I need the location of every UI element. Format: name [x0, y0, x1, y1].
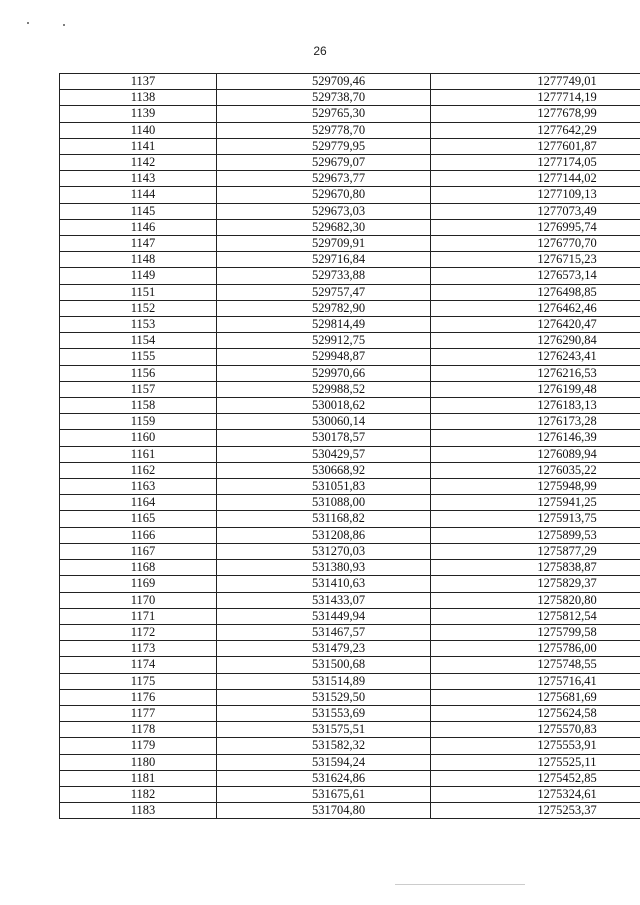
point-number-cell: 1143: [60, 171, 217, 187]
table-row: [60, 495, 640, 511]
x-coordinate-cell: 531270,03: [217, 543, 431, 559]
y-coordinate-cell: 1276089,94: [431, 446, 640, 462]
table-row: [60, 689, 640, 705]
x-coordinate-cell: 529738,70: [217, 90, 431, 106]
y-coordinate-cell: 1275838,87: [431, 560, 640, 576]
table-row: [60, 462, 640, 478]
y-coordinate-cell: 1277144,02: [431, 171, 640, 187]
point-number-cell: 1161: [60, 446, 217, 462]
x-coordinate-cell: 531675,61: [217, 786, 431, 802]
point-number-cell: 1165: [60, 511, 217, 527]
x-coordinate-cell: 531529,50: [217, 689, 431, 705]
table-row: [60, 365, 640, 381]
point-number-cell: 1162: [60, 462, 217, 478]
table-row: [60, 187, 640, 203]
y-coordinate-cell: 1276216,53: [431, 365, 640, 381]
table-row: [60, 252, 640, 268]
x-coordinate-cell: 531051,83: [217, 479, 431, 495]
x-coordinate-cell: 529988,52: [217, 381, 431, 397]
x-coordinate-cell: 531433,07: [217, 592, 431, 608]
point-number-cell: 1147: [60, 236, 217, 252]
table-row: [60, 803, 640, 819]
table-row: [60, 414, 640, 430]
y-coordinate-cell: 1277174,05: [431, 155, 640, 171]
table-row: [60, 122, 640, 138]
y-coordinate-cell: 1277678,99: [431, 106, 640, 122]
x-coordinate-cell: 531410,63: [217, 576, 431, 592]
table-row: [60, 236, 640, 252]
point-number-cell: 1154: [60, 333, 217, 349]
y-coordinate-cell: 1276183,13: [431, 398, 640, 414]
y-coordinate-cell: 1275525,11: [431, 754, 640, 770]
scan-speck: [27, 22, 29, 24]
x-coordinate-cell: 531514,89: [217, 673, 431, 689]
point-number-cell: 1140: [60, 122, 217, 138]
x-coordinate-cell: 529670,80: [217, 187, 431, 203]
y-coordinate-cell: 1275941,25: [431, 495, 640, 511]
x-coordinate-cell: 529814,49: [217, 317, 431, 333]
scan-line: [395, 884, 525, 885]
table-row: [60, 754, 640, 770]
table-row: [60, 74, 640, 90]
table-row: [60, 641, 640, 657]
point-number-cell: 1174: [60, 657, 217, 673]
table-row: [60, 705, 640, 721]
x-coordinate-cell: 529673,03: [217, 203, 431, 219]
table-row: [60, 300, 640, 316]
x-coordinate-cell: 531553,69: [217, 705, 431, 721]
x-coordinate-cell: 529778,70: [217, 122, 431, 138]
x-coordinate-cell: 531704,80: [217, 803, 431, 819]
x-coordinate-cell: 531380,93: [217, 560, 431, 576]
y-coordinate-cell: 1275829,37: [431, 576, 640, 592]
point-number-cell: 1166: [60, 527, 217, 543]
y-coordinate-cell: 1276199,48: [431, 381, 640, 397]
point-number-cell: 1171: [60, 608, 217, 624]
x-coordinate-cell: 529673,77: [217, 171, 431, 187]
point-number-cell: 1164: [60, 495, 217, 511]
y-coordinate-cell: 1275820,80: [431, 592, 640, 608]
table-row: [60, 543, 640, 559]
point-number-cell: 1172: [60, 624, 217, 640]
y-coordinate-cell: 1277642,29: [431, 122, 640, 138]
y-coordinate-cell: 1277601,87: [431, 138, 640, 154]
point-number-cell: 1137: [60, 74, 217, 90]
coordinates-table-body: [60, 74, 640, 819]
x-coordinate-cell: 530668,92: [217, 462, 431, 478]
y-coordinate-cell: 1275812,54: [431, 608, 640, 624]
table-row: [60, 349, 640, 365]
y-coordinate-cell: 1275324,61: [431, 786, 640, 802]
scan-speck: [63, 24, 65, 26]
x-coordinate-cell: 531088,00: [217, 495, 431, 511]
table-row: [60, 608, 640, 624]
table-row: [60, 722, 640, 738]
y-coordinate-cell: 1275570,83: [431, 722, 640, 738]
point-number-cell: 1183: [60, 803, 217, 819]
point-number-cell: 1146: [60, 219, 217, 235]
table-row: [60, 398, 640, 414]
table-row: [60, 446, 640, 462]
x-coordinate-cell: 529765,30: [217, 106, 431, 122]
x-coordinate-cell: 530018,62: [217, 398, 431, 414]
y-coordinate-cell: 1275799,58: [431, 624, 640, 640]
x-coordinate-cell: 529970,66: [217, 365, 431, 381]
y-coordinate-cell: 1275452,85: [431, 770, 640, 786]
y-coordinate-cell: 1275553,91: [431, 738, 640, 754]
point-number-cell: 1138: [60, 90, 217, 106]
x-coordinate-cell: 529682,30: [217, 219, 431, 235]
y-coordinate-cell: 1276715,23: [431, 252, 640, 268]
point-number-cell: 1149: [60, 268, 217, 284]
y-coordinate-cell: 1276035,22: [431, 462, 640, 478]
x-coordinate-cell: 531582,32: [217, 738, 431, 754]
point-number-cell: 1139: [60, 106, 217, 122]
y-coordinate-cell: 1275948,99: [431, 479, 640, 495]
x-coordinate-cell: 531208,86: [217, 527, 431, 543]
point-number-cell: 1181: [60, 770, 217, 786]
table-row: [60, 738, 640, 754]
point-number-cell: 1159: [60, 414, 217, 430]
table-row: [60, 511, 640, 527]
x-coordinate-cell: 529782,90: [217, 300, 431, 316]
point-number-cell: 1157: [60, 381, 217, 397]
table-row: [60, 381, 640, 397]
point-number-cell: 1153: [60, 317, 217, 333]
x-coordinate-cell: 529679,07: [217, 155, 431, 171]
y-coordinate-cell: 1276770,70: [431, 236, 640, 252]
y-coordinate-cell: 1277749,01: [431, 74, 640, 90]
table-row: [60, 171, 640, 187]
point-number-cell: 1178: [60, 722, 217, 738]
table-row: [60, 479, 640, 495]
x-coordinate-cell: 529912,75: [217, 333, 431, 349]
table-row: [60, 317, 640, 333]
y-coordinate-cell: 1277109,13: [431, 187, 640, 203]
y-coordinate-cell: 1275899,53: [431, 527, 640, 543]
point-number-cell: 1145: [60, 203, 217, 219]
x-coordinate-cell: 531500,68: [217, 657, 431, 673]
table-row: [60, 268, 640, 284]
point-number-cell: 1144: [60, 187, 217, 203]
table-row: [60, 576, 640, 592]
table-row: [60, 770, 640, 786]
point-number-cell: 1168: [60, 560, 217, 576]
y-coordinate-cell: 1276420,47: [431, 317, 640, 333]
y-coordinate-cell: 1276995,74: [431, 219, 640, 235]
point-number-cell: 1182: [60, 786, 217, 802]
y-coordinate-cell: 1275716,41: [431, 673, 640, 689]
x-coordinate-cell: 529779,95: [217, 138, 431, 154]
x-coordinate-cell: 531594,24: [217, 754, 431, 770]
point-number-cell: 1151: [60, 284, 217, 300]
table-row: [60, 673, 640, 689]
table-row: [60, 284, 640, 300]
table-row: [60, 203, 640, 219]
y-coordinate-cell: 1277073,49: [431, 203, 640, 219]
table-row: [60, 592, 640, 608]
table-row: [60, 560, 640, 576]
x-coordinate-cell: 530429,57: [217, 446, 431, 462]
table-row: [60, 106, 640, 122]
point-number-cell: 1175: [60, 673, 217, 689]
table-row: [60, 430, 640, 446]
y-coordinate-cell: 1275913,75: [431, 511, 640, 527]
point-number-cell: 1152: [60, 300, 217, 316]
x-coordinate-cell: 531168,82: [217, 511, 431, 527]
table-row: [60, 786, 640, 802]
y-coordinate-cell: 1275624,58: [431, 705, 640, 721]
y-coordinate-cell: 1276573,14: [431, 268, 640, 284]
table-row: [60, 657, 640, 673]
y-coordinate-cell: 1276290,84: [431, 333, 640, 349]
x-coordinate-cell: 531575,51: [217, 722, 431, 738]
y-coordinate-cell: 1275748,55: [431, 657, 640, 673]
point-number-cell: 1155: [60, 349, 217, 365]
point-number-cell: 1177: [60, 705, 217, 721]
x-coordinate-cell: 531449,94: [217, 608, 431, 624]
table-row: [60, 155, 640, 171]
point-number-cell: 1176: [60, 689, 217, 705]
table-row: [60, 138, 640, 154]
x-coordinate-cell: 529733,88: [217, 268, 431, 284]
x-coordinate-cell: 529757,47: [217, 284, 431, 300]
point-number-cell: 1160: [60, 430, 217, 446]
point-number-cell: 1158: [60, 398, 217, 414]
y-coordinate-cell: 1276173,28: [431, 414, 640, 430]
x-coordinate-cell: 530178,57: [217, 430, 431, 446]
point-number-cell: 1142: [60, 155, 217, 171]
point-number-cell: 1170: [60, 592, 217, 608]
point-number-cell: 1169: [60, 576, 217, 592]
y-coordinate-cell: 1275786,00: [431, 641, 640, 657]
x-coordinate-cell: 529709,46: [217, 74, 431, 90]
point-number-cell: 1163: [60, 479, 217, 495]
y-coordinate-cell: 1275253,37: [431, 803, 640, 819]
y-coordinate-cell: 1276243,41: [431, 349, 640, 365]
point-number-cell: 1180: [60, 754, 217, 770]
point-number-cell: 1156: [60, 365, 217, 381]
point-number-cell: 1167: [60, 543, 217, 559]
x-coordinate-cell: 531624,86: [217, 770, 431, 786]
x-coordinate-cell: 530060,14: [217, 414, 431, 430]
table-row: [60, 219, 640, 235]
point-number-cell: 1173: [60, 641, 217, 657]
y-coordinate-cell: 1276146,39: [431, 430, 640, 446]
y-coordinate-cell: 1277714,19: [431, 90, 640, 106]
point-number-cell: 1179: [60, 738, 217, 754]
table-row: [60, 527, 640, 543]
y-coordinate-cell: 1276498,85: [431, 284, 640, 300]
y-coordinate-cell: 1276462,46: [431, 300, 640, 316]
table-row: [60, 624, 640, 640]
x-coordinate-cell: 531479,23: [217, 641, 431, 657]
y-coordinate-cell: 1275877,29: [431, 543, 640, 559]
page-number: 26: [313, 44, 327, 58]
x-coordinate-cell: 529709,91: [217, 236, 431, 252]
table-row: [60, 333, 640, 349]
y-coordinate-cell: 1275681,69: [431, 689, 640, 705]
x-coordinate-cell: 531467,57: [217, 624, 431, 640]
point-number-cell: 1148: [60, 252, 217, 268]
x-coordinate-cell: 529716,84: [217, 252, 431, 268]
x-coordinate-cell: 529948,87: [217, 349, 431, 365]
point-number-cell: 1141: [60, 138, 217, 154]
coordinates-table: [59, 73, 640, 819]
table-row: [60, 90, 640, 106]
